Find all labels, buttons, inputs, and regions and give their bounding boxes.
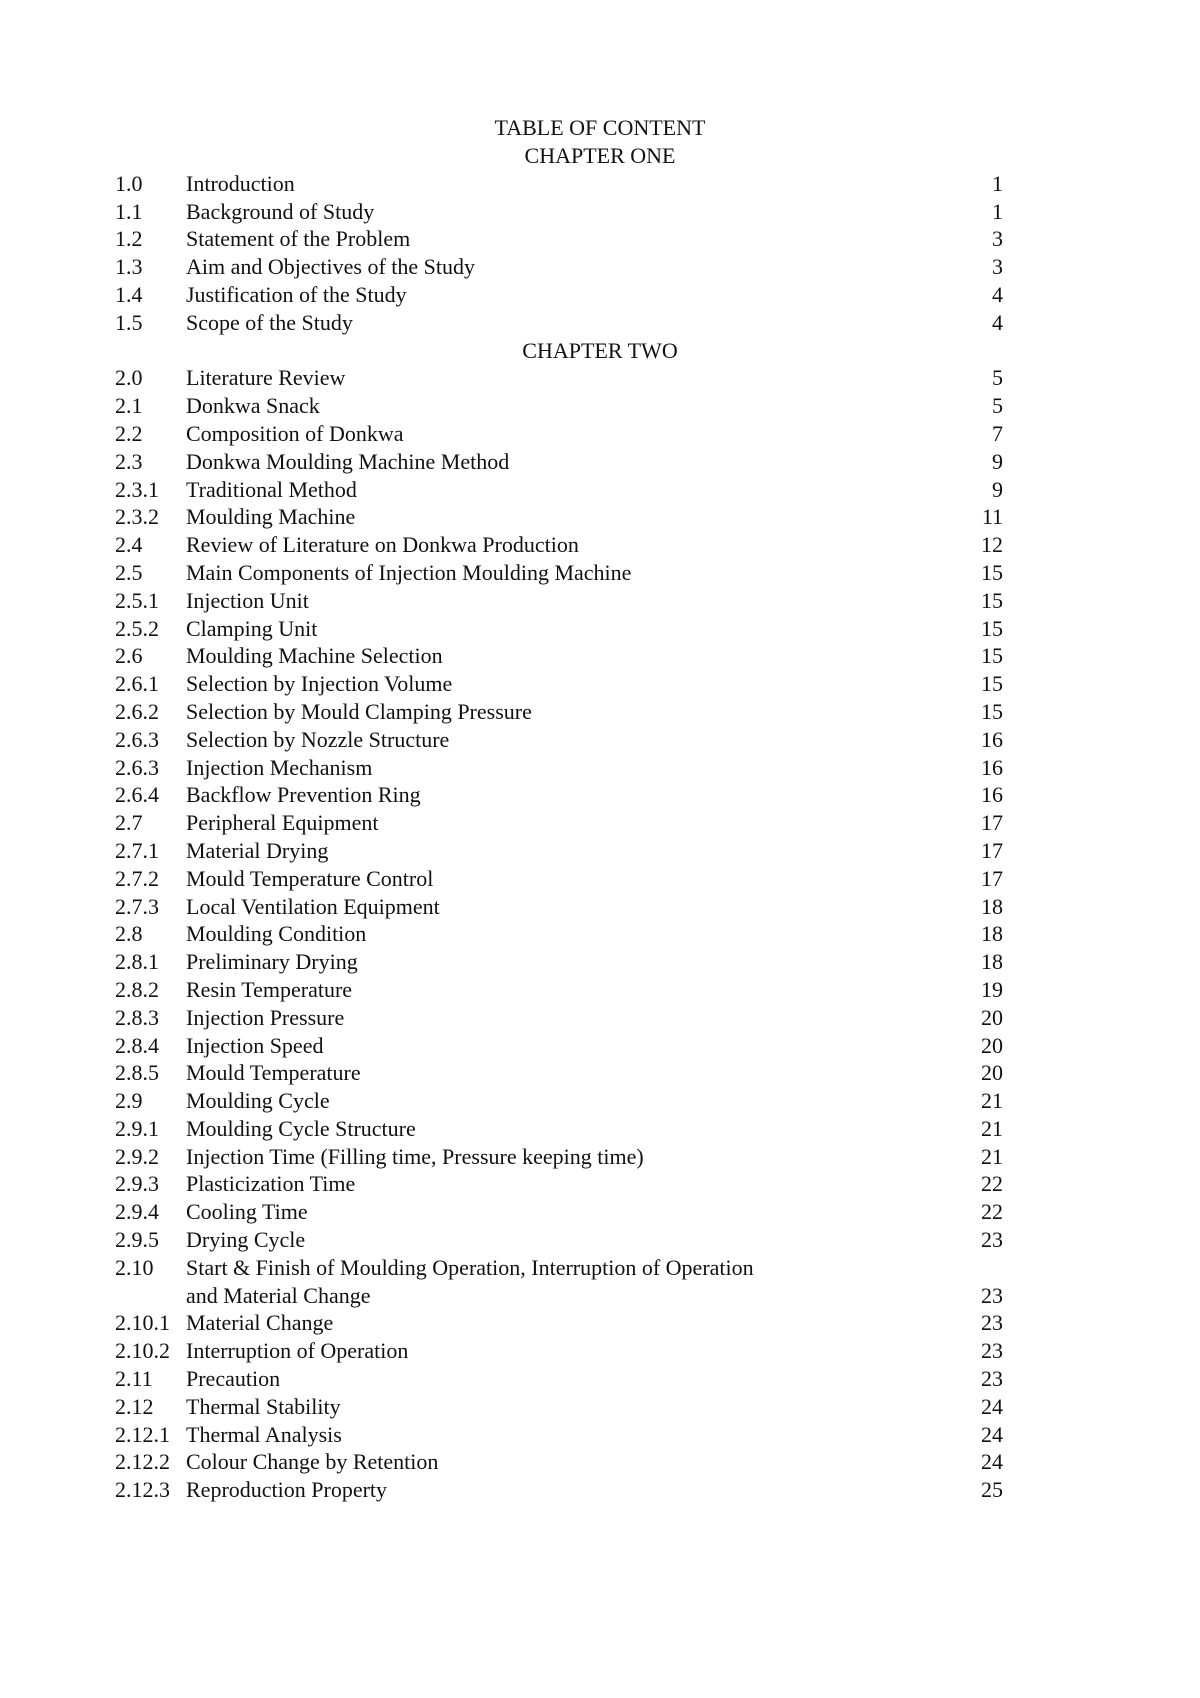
page-number: 24 bbox=[981, 1393, 1003, 1419]
toc-entry bbox=[0, 948, 1200, 976]
section-title: Plasticization Time bbox=[186, 1171, 356, 1197]
toc-entry bbox=[0, 392, 1200, 420]
section-number: 2.6.4 bbox=[115, 782, 159, 808]
page-number: 3 bbox=[992, 254, 1003, 280]
section-title: Mould Temperature bbox=[186, 1060, 361, 1086]
section-title: Scope of the Study bbox=[186, 309, 353, 335]
section-title: Background of Study bbox=[186, 198, 375, 224]
page-number: 23 bbox=[981, 1366, 1003, 1392]
toc-entry bbox=[0, 559, 1200, 587]
section-number: 2.8.3 bbox=[115, 1004, 159, 1030]
section-title: Moulding Cycle Structure bbox=[186, 1115, 416, 1141]
page-number: 15 bbox=[981, 643, 1003, 669]
section-number: 2.12.1 bbox=[115, 1421, 170, 1447]
section-number: 2.7.3 bbox=[115, 893, 159, 919]
page-number: 24 bbox=[981, 1449, 1003, 1475]
toc-entry bbox=[0, 809, 1200, 837]
page-number: 16 bbox=[981, 754, 1003, 780]
page-number: 3 bbox=[992, 226, 1003, 252]
page-number: 15 bbox=[981, 615, 1003, 641]
section-number: 2.9.4 bbox=[115, 1199, 159, 1225]
toc-entry bbox=[0, 448, 1200, 476]
section-title: Traditional Method bbox=[186, 476, 357, 502]
section-title: Review of Literature on Donkwa Production bbox=[186, 532, 579, 558]
section-title: Composition of Donkwa bbox=[186, 420, 404, 446]
toc-entry bbox=[0, 1198, 1200, 1226]
page-number: 11 bbox=[981, 504, 1003, 530]
toc-entry bbox=[0, 754, 1200, 782]
section-title: Precaution bbox=[186, 1366, 281, 1392]
section-number: 2.6.1 bbox=[115, 671, 159, 697]
section-number: 2.12 bbox=[115, 1393, 154, 1419]
toc-entry bbox=[0, 1476, 1200, 1504]
toc-entry bbox=[0, 698, 1200, 726]
page-number: 22 bbox=[981, 1171, 1003, 1197]
page-number: 17 bbox=[981, 865, 1003, 891]
section-title: Moulding Cycle bbox=[186, 1088, 330, 1114]
section-number: 2.6 bbox=[115, 643, 143, 669]
section-title: Thermal Stability bbox=[186, 1393, 341, 1419]
page-number: 21 bbox=[981, 1143, 1003, 1169]
page-number: 19 bbox=[981, 976, 1003, 1002]
section-title: Moulding Condition bbox=[186, 921, 367, 947]
page-number: 23 bbox=[981, 1338, 1003, 1364]
toc-entry bbox=[0, 531, 1200, 559]
toc-entry bbox=[0, 1448, 1200, 1476]
section-title: Mould Temperature Control bbox=[186, 865, 434, 891]
page-number: 12 bbox=[981, 532, 1003, 558]
section-title: Moulding Machine Selection bbox=[186, 643, 443, 669]
page-number: 23 bbox=[981, 1227, 1003, 1253]
section-title: and Material Change bbox=[186, 1282, 371, 1308]
page-number: 15 bbox=[981, 559, 1003, 585]
page-number: 7 bbox=[992, 420, 1003, 446]
section-title: Selection by Mould Clamping Pressure bbox=[186, 698, 532, 724]
section-title: Colour Change by Retention bbox=[186, 1449, 439, 1475]
section-title: Donkwa Snack bbox=[186, 393, 320, 419]
toc-entry bbox=[0, 503, 1200, 531]
toc-entry bbox=[0, 893, 1200, 921]
section-title: Reproduction Property bbox=[186, 1477, 388, 1503]
section-title: Injection Pressure bbox=[186, 1004, 345, 1030]
page-number: 20 bbox=[981, 1060, 1003, 1086]
page-number: 24 bbox=[981, 1421, 1003, 1447]
section-title: Local Ventilation Equipment bbox=[186, 893, 440, 919]
toc-entry bbox=[0, 1004, 1200, 1032]
toc-entry bbox=[0, 1337, 1200, 1365]
page-number: 18 bbox=[981, 949, 1003, 975]
toc-entry bbox=[0, 1170, 1200, 1198]
section-number: 2.7 bbox=[115, 810, 143, 836]
section-title: Material Drying bbox=[186, 837, 329, 863]
section-title: Selection by Nozzle Structure bbox=[186, 726, 450, 752]
section-number: 1.0 bbox=[115, 170, 143, 196]
section-title: Start & Finish of Moulding Operation, Interruption of Operation bbox=[186, 1254, 754, 1280]
section-number: 2.9.2 bbox=[115, 1143, 159, 1169]
section-number: 2.1 bbox=[115, 393, 143, 419]
toc-entry bbox=[0, 1254, 1200, 1282]
page-number: 23 bbox=[981, 1282, 1003, 1308]
page-number: 4 bbox=[992, 281, 1003, 307]
section-number: 2.6.3 bbox=[115, 726, 159, 752]
page-number: 16 bbox=[981, 782, 1003, 808]
section-number: 1.4 bbox=[115, 281, 143, 307]
toc-entry bbox=[0, 1309, 1200, 1337]
section-title: Interruption of Operation bbox=[186, 1338, 409, 1364]
section-title: Justification of the Study bbox=[186, 281, 407, 307]
section-number: 2.5.2 bbox=[115, 615, 159, 641]
page-number: 21 bbox=[981, 1088, 1003, 1114]
toc-entry bbox=[0, 920, 1200, 948]
toc-entry bbox=[0, 670, 1200, 698]
section-number: 2.9.1 bbox=[115, 1115, 159, 1141]
toc-entry bbox=[0, 1393, 1200, 1421]
section-title: Resin Temperature bbox=[186, 976, 353, 1002]
section-title: Donkwa Moulding Machine Method bbox=[186, 448, 510, 474]
toc-entry bbox=[0, 837, 1200, 865]
page-number: 17 bbox=[981, 810, 1003, 836]
page-number: 25 bbox=[981, 1477, 1003, 1503]
page-number: 5 bbox=[992, 365, 1003, 391]
section-number: 2.7.1 bbox=[115, 837, 159, 863]
section-number: 2.12.2 bbox=[115, 1449, 170, 1475]
toc-entry bbox=[0, 1032, 1200, 1060]
section-number: 2.3.1 bbox=[115, 476, 159, 502]
toc-entry bbox=[0, 364, 1200, 392]
toc-entry bbox=[0, 642, 1200, 670]
toc-entry bbox=[0, 781, 1200, 809]
section-title: Injection Speed bbox=[186, 1032, 324, 1058]
toc-entry bbox=[0, 587, 1200, 615]
toc-entry bbox=[0, 1087, 1200, 1115]
chapter-heading-text: CHAPTER ONE bbox=[524, 143, 676, 168]
section-number: 2.6.3 bbox=[115, 754, 159, 780]
page-number: 18 bbox=[981, 921, 1003, 947]
toc-entry bbox=[0, 1115, 1200, 1143]
section-number: 2.6.2 bbox=[115, 698, 159, 724]
section-number: 2.5.1 bbox=[115, 587, 159, 613]
section-number: 2.12.3 bbox=[115, 1477, 170, 1503]
page-number: 20 bbox=[981, 1032, 1003, 1058]
chapter-heading bbox=[0, 142, 1200, 170]
toc-entry bbox=[0, 253, 1200, 281]
toc-entry bbox=[0, 1143, 1200, 1171]
toc-entry bbox=[0, 170, 1200, 198]
page-number: 17 bbox=[981, 837, 1003, 863]
section-title: Thermal Analysis bbox=[186, 1421, 342, 1447]
toc-entry bbox=[0, 726, 1200, 754]
section-title: Peripheral Equipment bbox=[186, 810, 379, 836]
section-number: 2.7.2 bbox=[115, 865, 159, 891]
toc-entry bbox=[0, 309, 1200, 337]
section-title: Clamping Unit bbox=[186, 615, 318, 641]
toc-entry bbox=[0, 476, 1200, 504]
section-number: 2.8 bbox=[115, 921, 143, 947]
page-title: TABLE OF CONTENT bbox=[494, 115, 706, 140]
section-number: 2.4 bbox=[115, 532, 143, 558]
page-number: 15 bbox=[981, 671, 1003, 697]
page-number: 16 bbox=[981, 726, 1003, 752]
section-title: Injection Time (Filling time, Pressure keeping time) bbox=[186, 1143, 644, 1169]
toc-entry bbox=[0, 225, 1200, 253]
chapter-heading bbox=[0, 337, 1200, 365]
section-number: 2.0 bbox=[115, 365, 143, 391]
section-number: 2.10 bbox=[115, 1254, 154, 1280]
page-number: 18 bbox=[981, 893, 1003, 919]
section-number: 2.2 bbox=[115, 420, 143, 446]
section-title: Drying Cycle bbox=[186, 1227, 306, 1253]
section-title: Backflow Prevention Ring bbox=[186, 782, 421, 808]
section-number: 2.11 bbox=[115, 1366, 153, 1392]
section-number: 2.8.2 bbox=[115, 976, 159, 1002]
section-title: Preliminary Drying bbox=[186, 949, 358, 975]
page-number: 20 bbox=[981, 1004, 1003, 1030]
toc-entry bbox=[0, 281, 1200, 309]
page-number: 1 bbox=[992, 170, 1003, 196]
section-number: 2.10.2 bbox=[115, 1338, 170, 1364]
toc-entry bbox=[0, 198, 1200, 226]
section-number: 1.1 bbox=[115, 198, 143, 224]
page-number: 15 bbox=[981, 587, 1003, 613]
section-title: Aim and Objectives of the Study bbox=[186, 254, 476, 280]
section-number: 2.5 bbox=[115, 559, 143, 585]
section-number: 1.2 bbox=[115, 226, 143, 252]
section-number: 1.5 bbox=[115, 309, 143, 335]
page-number: 22 bbox=[981, 1199, 1003, 1225]
section-number: 1.3 bbox=[115, 254, 143, 280]
section-number: 2.9.3 bbox=[115, 1171, 159, 1197]
section-number: 2.8.4 bbox=[115, 1032, 159, 1058]
page-number: 1 bbox=[992, 198, 1003, 224]
toc-entry bbox=[0, 420, 1200, 448]
section-title: Injection Unit bbox=[186, 587, 309, 613]
section-title: Material Change bbox=[186, 1310, 334, 1336]
page-number: 4 bbox=[992, 309, 1003, 335]
toc-entry bbox=[0, 865, 1200, 893]
section-number: 2.3.2 bbox=[115, 504, 159, 530]
section-title: Moulding Machine bbox=[186, 504, 356, 530]
page-number: 21 bbox=[981, 1115, 1003, 1141]
section-title: Injection Mechanism bbox=[186, 754, 373, 780]
toc-entry bbox=[0, 1365, 1200, 1393]
page-number: 23 bbox=[981, 1310, 1003, 1336]
section-number: 2.8.5 bbox=[115, 1060, 159, 1086]
page-number: 5 bbox=[992, 393, 1003, 419]
section-number: 2.9 bbox=[115, 1088, 143, 1114]
section-title: Selection by Injection Volume bbox=[186, 671, 453, 697]
page-number: 9 bbox=[992, 448, 1003, 474]
toc-entry bbox=[0, 976, 1200, 1004]
section-title: Main Components of Injection Moulding Machine bbox=[186, 559, 632, 585]
toc-entry bbox=[0, 1282, 1200, 1310]
section-number: 2.3 bbox=[115, 448, 143, 474]
section-title: Literature Review bbox=[186, 365, 346, 391]
section-title: Introduction bbox=[186, 170, 295, 196]
page-number: 15 bbox=[981, 698, 1003, 724]
section-title: Statement of the Problem bbox=[186, 226, 411, 252]
toc-entry bbox=[0, 1059, 1200, 1087]
toc-entry bbox=[0, 1226, 1200, 1254]
section-number: 2.9.5 bbox=[115, 1227, 159, 1253]
section-number: 2.8.1 bbox=[115, 949, 159, 975]
section-title: Cooling Time bbox=[186, 1199, 308, 1225]
section-number: 2.10.1 bbox=[115, 1310, 170, 1336]
table-of-contents bbox=[0, 142, 1200, 1504]
toc-entry bbox=[0, 1421, 1200, 1449]
chapter-heading-text: CHAPTER TWO bbox=[522, 337, 678, 363]
page-number: 9 bbox=[992, 476, 1003, 502]
toc-entry bbox=[0, 615, 1200, 643]
